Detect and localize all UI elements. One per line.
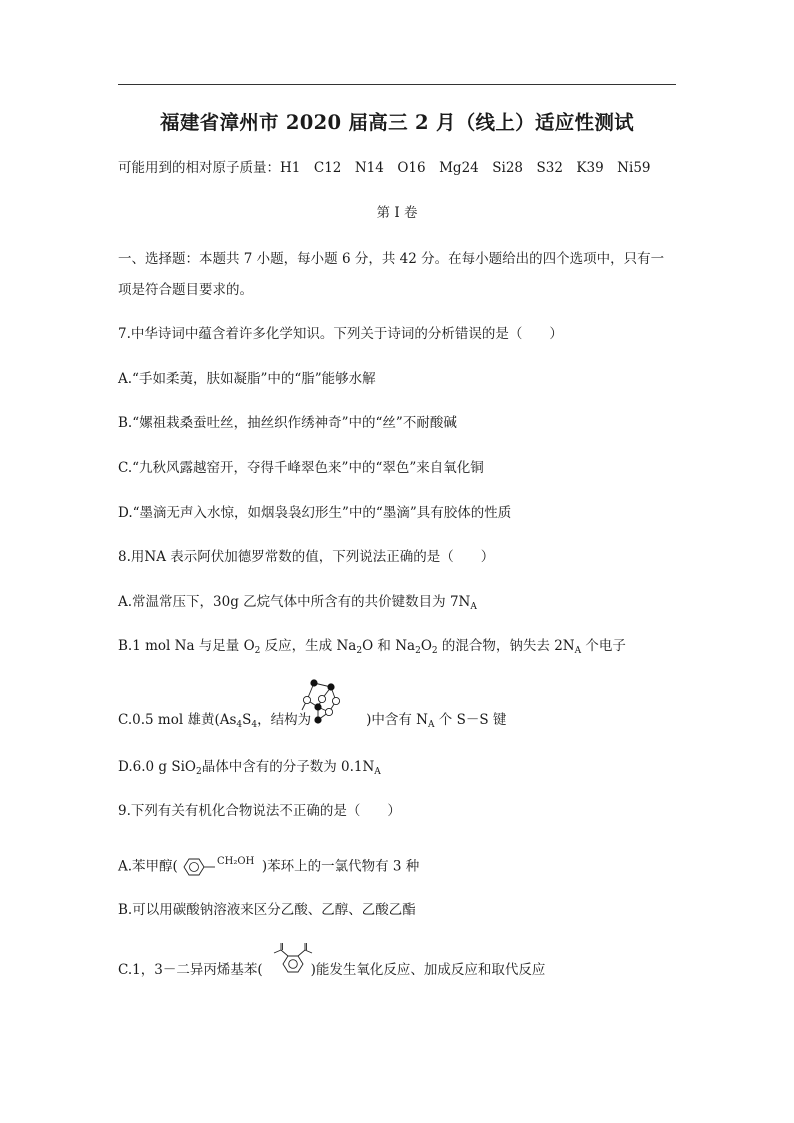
q8-b-text-5: 的混合物，钠失去 2N (437, 638, 575, 654)
q9-stem: 9.下列有关有机化合物说法不正确的是（ ） (118, 803, 401, 819)
q8-b-sub-3: 2 (415, 646, 421, 656)
q8-a-sub: A (470, 602, 477, 612)
q8-c-text-5: 个 S－S 键 (434, 712, 507, 728)
q8-a-text: A.常温常压下，30g 乙烷气体中所含有的共价键数目为 7N (118, 594, 471, 610)
q9-c-text-2: )能发生氧化反应、加成反应和取代反应 (310, 962, 546, 978)
q8-d-text-2: 晶体中含有的分子数为 0.1N (201, 759, 375, 775)
q9-option-b: B.可以用碳酸钠溶液来区分乙酸、乙醇、乙酸乙酯 (118, 902, 416, 918)
q8-b-sub-1: 2 (254, 646, 261, 656)
q8-b-text-4: O (420, 638, 432, 654)
q8-c-text-3: ，结构为 (257, 712, 312, 728)
q9-a-text-1: A.苯甲醇( (118, 858, 178, 875)
q9-option-a (118, 855, 419, 879)
atom-light (318, 695, 325, 702)
q8-c-text-2: S (242, 712, 252, 728)
header-rule (118, 84, 676, 85)
q8-d-sub-1: 2 (195, 767, 202, 777)
q8-b-sub-4: 2 (431, 646, 438, 656)
q7-option-d: D.“墨滴无声入水惊，如烟袅袅幻形生”中的“墨滴”具有胶体的性质 (118, 505, 512, 521)
q8-c-text-4: )中含有 N (366, 712, 428, 728)
q8-b-sub-2: 2 (356, 646, 363, 656)
q8-stem: 8.用NA 表示阿伏加德罗常数的值，下列说法正确的是（ ） (118, 549, 495, 565)
q8-option-c (118, 710, 506, 730)
volume-label: 第 I 卷 (376, 205, 418, 221)
q9-a-text-2: )苯环上的一氯代物有 3 种 (261, 858, 420, 875)
atomic-mass-line: 可能用到的相对原子质量：H1 C12 N14 O16 Mg24 Si28 S32 K39 Ni59 (118, 160, 651, 176)
q9-option-c (118, 960, 545, 980)
q8-b-text-2: 反应，生成 Na (260, 638, 357, 654)
q7-option-c: C.“九秋风露越窑开，夺得千峰翠色来”中的“翠色”来自氧化铜 (118, 460, 484, 476)
atom-light (332, 697, 339, 704)
section-intro-line-2: 项是符合题目要求的。 (118, 282, 253, 298)
page-title: 福建省漳州市 2020 届高三 2 月（线上）适应性测试 (160, 111, 634, 134)
q8-option-b (118, 636, 626, 656)
q8-c-sub-4: A (427, 720, 435, 730)
benzyl-alcohol-structure (178, 855, 262, 879)
atom-dark (310, 679, 317, 686)
q8-option-a (118, 592, 477, 612)
q8-b-text-1: B.1 mol Na 与足量 O (118, 638, 255, 654)
q7-stem: 7.中华诗词中蕴含着许多化学知识。下列关于诗词的分析错误的是（ ） (118, 326, 563, 342)
ch2oh-label: CH₂OH (216, 856, 255, 867)
q8-b-text-6: 个电子 (581, 638, 626, 654)
q9-c-text-1: C.1，3－二异丙烯基苯( (118, 962, 263, 978)
q8-d-text-1: D.6.0 g SiO (118, 759, 196, 775)
atom-light (303, 696, 310, 703)
q7-option-b: B.“嫘祖栽桑蚕吐丝，抽丝织作绣神奇”中的“丝”不耐酸碱 (118, 415, 457, 431)
q8-c-text-1: C.0.5 mol 雄黄(As (118, 712, 237, 728)
atom-dark (327, 683, 334, 690)
q8-b-sub-5: A (574, 646, 582, 656)
q8-c-sub-2: 4 (251, 720, 258, 730)
section-intro-line-1: 一、选择题：本题共 7 小题，每小题 6 分，共 42 分。在每小题给出的四个选项中，只有一 (118, 251, 665, 267)
q8-b-text-3: O 和 Na (362, 638, 416, 654)
q8-c-sub-1: 4 (236, 720, 243, 730)
q7-option-a: A.“手如柔荑，肤如凝脂”中的“脂”能够水解 (118, 371, 376, 387)
q8-d-sub-2: A (374, 767, 381, 777)
q8-option-d (118, 757, 381, 777)
